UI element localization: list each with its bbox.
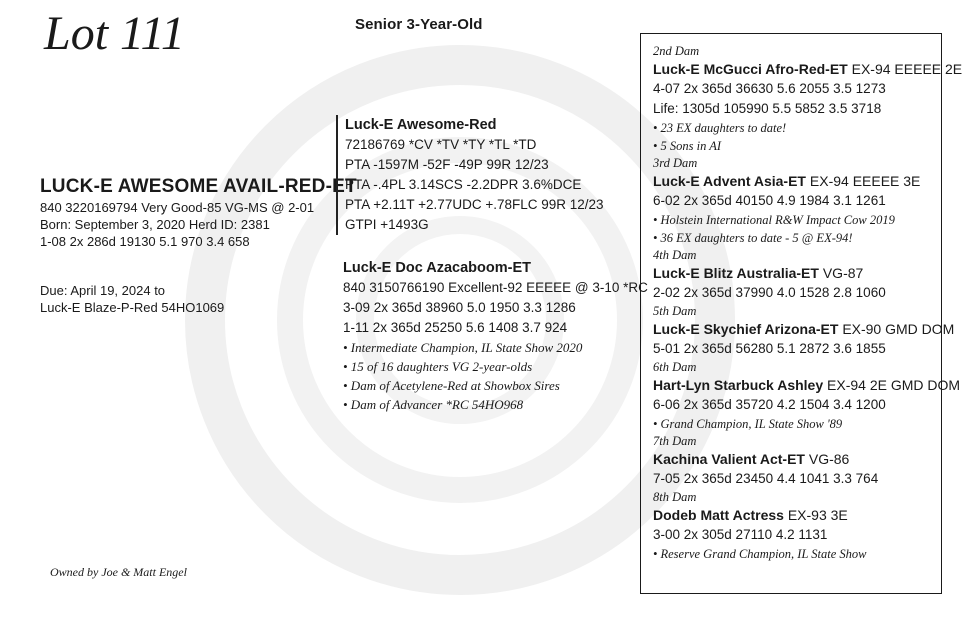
ancestor-name-line: [653, 505, 941, 525]
dam-note: • 15 of 16 daughters VG 2-year-olds: [343, 359, 533, 374]
ancestor-name: Luck-E Advent Asia-ET: [653, 173, 806, 189]
main-animal-name: LUCK-E AWESOME AVAIL-RED-ET: [40, 176, 357, 197]
sire-line: PTA -1597M -52F -49P 99R 12/23: [345, 157, 549, 172]
generation-label: 5th Dam: [653, 304, 697, 318]
ancestor-name-line: [653, 449, 941, 469]
owner-line: Owned by Joe & Matt Engel: [50, 565, 187, 579]
ancestor-record: 4-07 2x 365d 36630 5.6 2055 3.5 1273: [653, 81, 886, 96]
generation-label: 2nd Dam: [653, 44, 700, 58]
ancestor-name-line: [653, 171, 941, 191]
ancestor-score: EX-94 EEEEE 2E: [851, 61, 962, 77]
due-line: Luck-E Blaze-P-Red 54HO1069: [40, 300, 225, 315]
dam-line: 840 3150766190 Excellent-92 EEEEE @ 3-10 *RC: [343, 280, 648, 295]
dam-line: 3-09 2x 365d 38960 5.0 1950 3.3 1286: [343, 300, 576, 315]
sire-line: PTA -.4PL 3.14SCS -2.2DPR 3.6%DCE: [345, 177, 582, 192]
main-animal-line: 840 3220169794 Very Good-85 VG-MS @ 2-01: [40, 200, 315, 215]
ancestor-note: • 5 Sons in AI: [653, 139, 722, 153]
pedigree-generation: [653, 303, 955, 359]
ancestor-name: Luck-E Skychief Arizona-ET: [653, 321, 839, 337]
ancestor-score: EX-94 EEEEE 3E: [809, 173, 921, 189]
ancestor-name-line: [653, 319, 955, 339]
generation-label: 3rd Dam: [653, 156, 698, 170]
ancestor-name-line: [653, 59, 962, 79]
ancestor-note: • Holstein International R&W Impact Cow 2019: [653, 213, 895, 227]
ancestor-name: Hart-Lyn Starbuck Ashley: [653, 377, 824, 393]
generation-label: 7th Dam: [653, 434, 697, 448]
due-line: Due: April 19, 2024 to: [40, 283, 166, 298]
due-info: [40, 282, 224, 316]
ancestor-name: Dodeb Matt Actress: [653, 507, 784, 523]
ancestor-note: • Grand Champion, IL State Show '89: [653, 417, 843, 431]
ancestor-name: Luck-E Blitz Australia-ET: [653, 265, 819, 281]
dam-line: 1-11 2x 365d 25250 5.6 1408 3.7 924: [343, 320, 568, 335]
pedigree-generation: [653, 43, 962, 155]
lot-title: Lot 111: [44, 7, 185, 60]
ancestor-record: 3-00 2x 305d 27110 4.2 1131: [653, 527, 828, 542]
ancestor-record: 7-05 2x 365d 23450 4.4 1041 3.3 764: [653, 471, 879, 486]
ancestor-record: 5-01 2x 365d 56280 5.1 2872 3.6 1855: [653, 341, 886, 356]
pedigree-generation: [653, 247, 941, 303]
ancestor-score: VG-86: [808, 451, 850, 467]
dam-note: • Dam of Acetylene-Red at Showbox Sires: [343, 378, 560, 393]
ancestor-score: VG-87: [822, 265, 864, 281]
ancestor-name-line: [653, 375, 961, 395]
sire-line: GTPI +1493G: [345, 217, 429, 232]
ancestor-score: EX-93 3E: [787, 507, 848, 523]
pedigree-generation: [653, 155, 941, 247]
ancestor-name: Luck-E McGucci Afro-Red-ET: [653, 61, 848, 77]
ancestor-note: • Reserve Grand Champion, IL State Show: [653, 547, 867, 561]
ancestor-record: Life: 1305d 105990 5.5 5852 3.5 3718: [653, 101, 882, 116]
sire-block: [336, 115, 604, 235]
generation-label: 4th Dam: [653, 248, 697, 262]
dam-note: • Dam of Advancer *RC 54HO968: [343, 397, 524, 412]
main-animal-line: 1-08 2x 286d 19130 5.1 970 3.4 658: [40, 234, 250, 249]
ancestor-name-line: [653, 263, 941, 283]
ancestor-name: Kachina Valient Act-ET: [653, 451, 805, 467]
ancestor-score: EX-90 GMD DOM: [842, 321, 955, 337]
ancestor-record: 2-02 2x 365d 37990 4.0 1528 2.8 1060: [653, 285, 886, 300]
pedigree-generation: [653, 433, 941, 489]
ancestor-record: 6-06 2x 365d 35720 4.2 1504 3.4 1200: [653, 397, 886, 412]
sire-line: 72186769 *CV *TV *TY *TL *TD: [345, 137, 537, 152]
dam-name: Luck-E Doc Azacaboom-ET: [343, 260, 531, 276]
ancestor-score: EX-94 2E GMD DOM: [827, 377, 961, 393]
dam-note: • Intermediate Champion, IL State Show 2020: [343, 340, 583, 355]
sire-line: PTA +2.11T +2.77UDC +.78FLC 99R 12/23: [345, 197, 604, 212]
pedigree-generation: [653, 489, 941, 563]
sire-name: Luck-E Awesome-Red: [345, 117, 497, 133]
generation-label: 8th Dam: [653, 490, 697, 504]
dam-block: [343, 258, 648, 414]
pedigree-generation: [653, 359, 961, 433]
class-title: Senior 3-Year-Old: [355, 16, 483, 33]
main-animal-line: Born: September 3, 2020 Herd ID: 2381: [40, 217, 270, 232]
pedigree-box: [640, 33, 962, 594]
main-animal: [40, 175, 357, 250]
generation-label: 6th Dam: [653, 360, 697, 374]
ancestor-note: • 23 EX daughters to date!: [653, 121, 787, 135]
ancestor-note: • 36 EX daughters to date - 5 @ EX-94!: [653, 231, 853, 245]
ancestor-record: 6-02 2x 365d 40150 4.9 1984 3.1 1261: [653, 193, 886, 208]
